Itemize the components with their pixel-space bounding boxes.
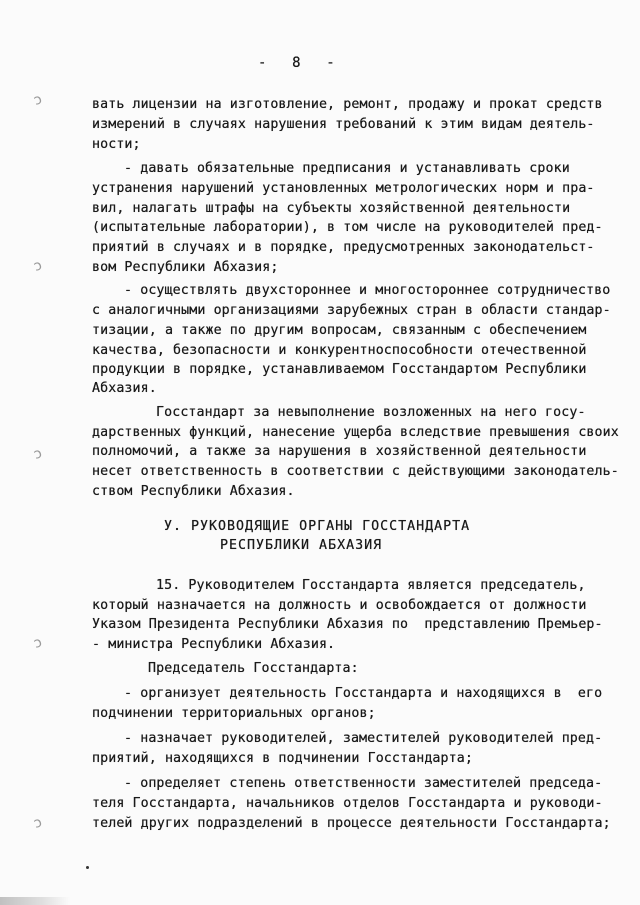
text-line: - осуществлять двухстороннее и многостороннее сотрудничество [124, 283, 611, 298]
text-line: измерений в случаях нарушения требований к этим видам деятель- [92, 117, 595, 132]
text-line: который назначается на должность и освобождается от должности [92, 598, 587, 613]
text-line: устранения нарушений установленных метрологических норм и пра- [92, 181, 595, 196]
text-line: теля Госстандарта, начальников отделов Госстандарта и руководи- [92, 796, 603, 811]
text-line: Госстандарт за невыполнение возложенных на него госу- [156, 405, 586, 420]
text-line: вом Республики Абхазия; [92, 260, 279, 275]
text-line: несет ответственность в соответствии с действующими законодатель- [92, 464, 619, 479]
text-line: Абхазия. [92, 381, 157, 396]
text-line: качества, безопасности и конкурентноспособности отечественной [92, 343, 587, 358]
text-line: - назначает руководителей, заместителей руководителей пред- [124, 731, 603, 746]
text-line: дарственных функций, нанесение ущерба вследствие превышения своих [92, 425, 619, 440]
text-line: 15. Руководителем Госстандарта является председатель, [156, 578, 586, 593]
text-line: вил, налагать штрафы на субъекты хозяйственной деятельности [92, 201, 571, 216]
binder-hole-mark: ↄ [31, 634, 45, 652]
binder-hole-mark: ↄ [31, 91, 45, 109]
text-line: Указом Президента Республики Абхазия по представлению Премьер- [92, 617, 603, 632]
text-line: ством Республики Абхазия. [92, 484, 295, 499]
binder-hole-mark: ↄ [31, 257, 45, 275]
text-line: приятий, находящихся в подчинении Госстандарта; [92, 751, 473, 766]
text-line: телей других подразделений в процессе деятельности Госстандарта; [92, 816, 611, 831]
text-line: тизации, а также по другим вопросам, связанным с обеспечением [92, 323, 587, 338]
section-heading: У. РУКОВОДЯЩИЕ ОРГАНЫ ГОССТАНДАРТА [164, 519, 471, 534]
page-number: - 8 - [258, 55, 335, 71]
binder-hole-mark: ↄ [31, 814, 45, 832]
text-line: продукции в порядке, устанавливаемом Госстандартом Республики [92, 362, 587, 377]
text-line: подчинении территориальных органов; [92, 706, 376, 721]
text-line: (испытательные лаборатории), в том числе на руководителей пред- [92, 220, 603, 235]
section-heading: РЕСПУБЛИКИ АБХАЗИЯ [220, 538, 383, 553]
scan-speck [86, 866, 89, 869]
binder-hole-mark: ↄ [31, 445, 45, 463]
text-line: - министра Республики Абхазия. [92, 637, 336, 652]
text-line: - давать обязательные предписания и устанавливать сроки [124, 161, 570, 176]
text-line: приятий в случаях и в порядке, предусмотренных законодательст- [92, 240, 595, 255]
text-line: полномочий, а также за нарушения в хозяйственной деятельности [92, 444, 587, 459]
text-line: вать лицензии на изготовление, ремонт, продажу и прокат средств [92, 97, 603, 112]
text-line: ности; [92, 137, 141, 152]
scan-edge-shadow [0, 897, 70, 905]
text-line: с аналогичными организациями зарубежных стран в области стандар- [92, 303, 611, 318]
text-line: - определяет степень ответственности заместителей председа- [124, 776, 603, 791]
text-line: Председатель Госстандарта: [148, 661, 359, 676]
text-line: - организует деятельность Госстандарта и находящихся в его [124, 686, 603, 701]
